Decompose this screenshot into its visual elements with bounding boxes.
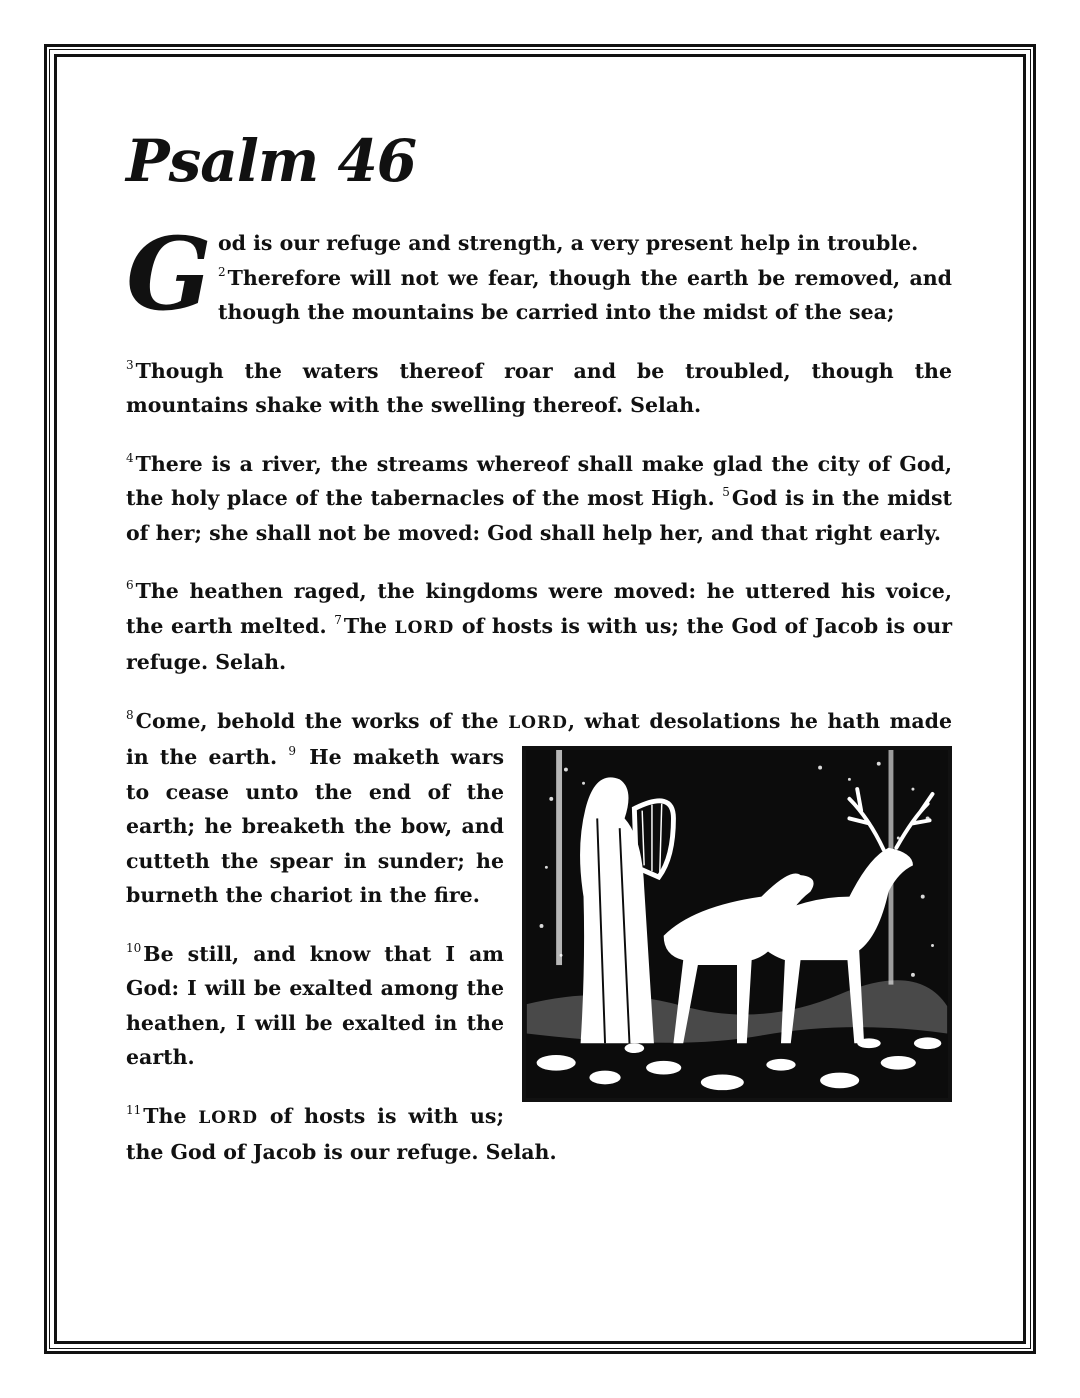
verse-9: He maketh wars to cease unto the end of the earth; he breaketh the bow, and cutteth the spear in sunder; he burneth the chariot in the fire.	[126, 745, 504, 907]
verse-10: Be still, and know that I am God: I will be exalted among the heathen, I will be exalted in the earth.	[126, 941, 504, 1069]
verse-number: 7	[334, 612, 342, 627]
verse-number: 8	[126, 707, 134, 722]
woodcut-icon	[526, 750, 948, 1098]
verses-8-9-paragraph	[126, 704, 952, 913]
verse-11a: The	[143, 1103, 187, 1128]
verse-6: The heathen raged, the kingdoms were moved: he uttered his voice, the earth melted.	[126, 579, 952, 638]
lord-smallcaps: LORD	[508, 712, 568, 733]
lord-smallcaps: LORD	[394, 617, 455, 638]
verse-7b: of hosts is with us; the God of Jacob is our refuge. Selah.	[126, 613, 953, 674]
verse-2: Therefore will not we fear, though the earth be removed, and though the mountains be carried into the midst of the sea;	[218, 265, 952, 324]
verse-11-paragraph	[126, 1099, 952, 1170]
verse-8a: Come, behold the works of the	[135, 708, 499, 733]
verse-number: 10	[126, 940, 142, 955]
psalm-text	[126, 226, 952, 1194]
verses-4-5-paragraph	[126, 447, 952, 551]
verse-3: Though the waters thereof roar and be troubled, though the mountains shake with the swelling thereof. Selah.	[126, 358, 952, 417]
verse-number: 5	[722, 485, 730, 499]
verse-1: od is our refuge and strength, a very present help in trouble.	[218, 231, 919, 255]
verse-3-paragraph	[126, 354, 952, 423]
drop-cap: G	[126, 226, 212, 330]
verse-number: 6	[126, 578, 134, 592]
verse-5: God is in the midst of her; she shall not be moved: God shall help her, and that right early.	[126, 486, 952, 545]
verse-number: 2	[218, 264, 226, 279]
harpist-deer-illustration	[522, 746, 952, 1102]
verses-1-2	[126, 226, 952, 330]
verse-8b: , what desolations he hath made in the earth.	[126, 708, 953, 769]
verse-number: 4	[126, 450, 134, 465]
lord-smallcaps: LORD	[198, 1107, 258, 1128]
verse-number: 11	[126, 1102, 142, 1117]
verse-number: 9	[288, 744, 297, 758]
page-title: Psalm 46	[126, 127, 417, 195]
verses-6-7-paragraph	[126, 574, 952, 680]
verse-number: 3	[126, 357, 134, 372]
verse-7a: The	[343, 613, 388, 638]
verse-11b: of hosts is with us; the God of Jacob is our refuge. Selah.	[126, 1103, 557, 1164]
verse-4: There is a river, the streams whereof shall make glad the city of God, the holy place of the tabernacles of the most High.	[126, 451, 952, 510]
